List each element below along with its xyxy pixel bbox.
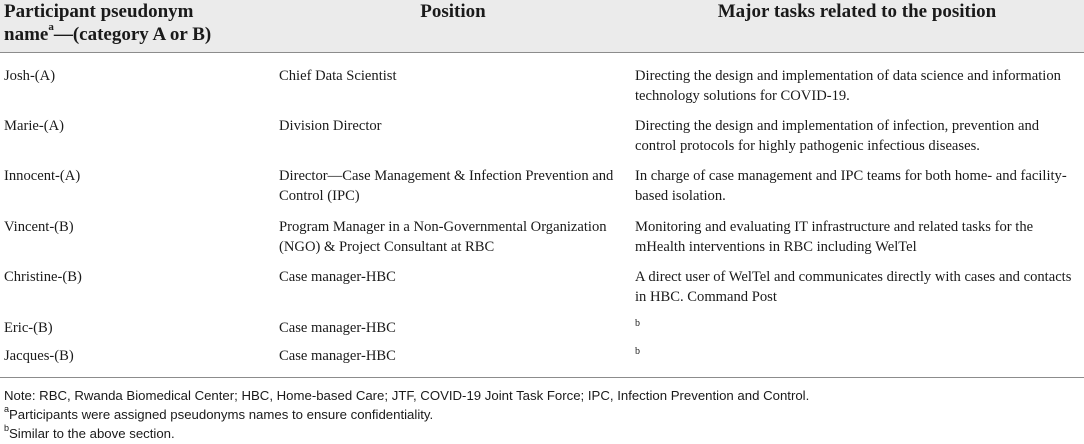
- cell-tasks: Directing the design and implementation of infection, prevention and control protocols for highly pathogenic infectious diseases.: [635, 118, 1040, 154]
- footnote-mark-b: b: [635, 318, 640, 329]
- cell-position: Director—Case Management & Infection Prevention and Control (IPC): [279, 168, 614, 204]
- cell-participant: Innocent-(A): [4, 168, 81, 184]
- cell-tasks: A direct user of WelTel and communicates directly with cases and contacts in HBC. Command Post: [635, 269, 1072, 305]
- cell-position: Division Director: [279, 118, 382, 134]
- footer-rule: [0, 377, 1084, 378]
- cell-participant: Christine-(B): [4, 269, 82, 285]
- cell-tasks: In charge of case management and IPC teams for both home- and facility-based isolation.: [635, 168, 1067, 204]
- cell-tasks: Directing the design and implementation of data science and information technology solutions for COVID-19.: [635, 68, 1061, 104]
- footnote-mark-b: b: [635, 346, 640, 357]
- column-header-participant: Participant pseudonym name$^a$—(category A or B): [4, 1, 212, 45]
- cell-position: Case manager-HBC: [279, 269, 396, 285]
- cell-position: Case manager-HBC: [279, 320, 396, 336]
- footnote-a: $^a$Participants were assigned pseudonyms names to ensure confidentiality.: [4, 403, 434, 422]
- cell-position: Program Manager in a Non-Governmental Organization (NGO) & Project Consultant at RBC: [279, 219, 607, 255]
- table-note: Note: RBC, Rwanda Biomedical Center; HBC, Home-based Care; JTF, COVID-19 Joint Task Force; IPC, Infection Prevention and Control.: [4, 388, 810, 403]
- cell-participant: Vincent-(B): [4, 219, 74, 235]
- cell-participant: Eric-(B): [4, 320, 53, 336]
- cell-participant: Jacques-(B): [4, 348, 74, 364]
- cell-tasks: Monitoring and evaluating IT infrastructure and related tasks for the mHealth interventions in RBC including WelTel: [635, 219, 1034, 255]
- footnote-b: $^b$Similar to the above section.: [4, 422, 175, 441]
- cell-position: Chief Data Scientist: [279, 68, 397, 84]
- column-header-tasks: Major tasks related to the position: [717, 1, 997, 22]
- cell-position: Case manager-HBC: [279, 348, 396, 364]
- cell-participant: Marie-(A): [4, 118, 64, 134]
- header-rule: [0, 52, 1084, 53]
- cell-participant: Josh-(A): [4, 68, 56, 84]
- column-header-position: Position: [420, 1, 486, 22]
- cell-tasks: [635, 346, 1081, 368]
- cell-tasks: [635, 318, 1081, 340]
